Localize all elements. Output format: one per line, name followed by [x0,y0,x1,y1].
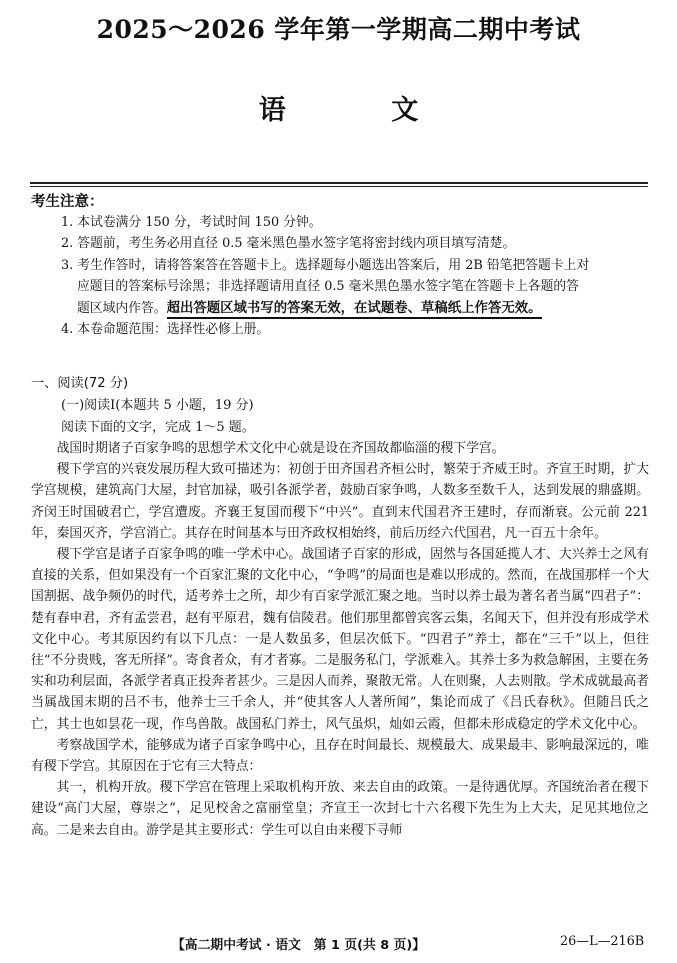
subject-title: 语 文 [258,95,467,126]
passage [31,438,649,841]
passage-paragraph-5: 其一，机构开放。稷下学宫在管理上采取机构开放、来去自由的政策。一是待遇优厚。齐国统治者在稷下建设“高门大屋，尊崇之”，足见校舍之富丽堂皇；齐宣王一次封七十六名稷下先生为上大夫，足见其地位之高。二是来去自由。游学是其主要形式：学生可以自由来稷下寻师 [31,780,649,838]
exam-title: 2025～2026 学年第一学期高二期中考试 [96,15,581,44]
notice-item-1: 1. 本试卷满分 150 分，考试时间 150 分钟。 [61,215,322,230]
page-footer [0,934,677,956]
passage-paragraph-1: 战国时期诸子百家争鸣的思想学术文化中心就是设在齐国故都临淄的稷下学宫。 [56,441,505,456]
passage-paragraph-4: 考察战国学术，能够成为诸子百家争鸣中心，且存在时间最长、规模最大、成果最丰、影响最深远的，唯有稷下学宫。其原因在于它有三大特点： [31,737,649,775]
subsection-heading: (一)阅读Ⅰ(本题共 5 小题，19 分) [61,398,254,413]
notice-item-3-cont2 [61,298,651,319]
header-divider-thin [30,186,648,187]
header-divider-thick [30,182,648,184]
passage-paragraph-3: 稷下学宫是诸子百家争鸣的唯一学术中心。战国诸子百家的形成，固然与各国延揽人才、大兴养士之风有直接的关系，但如果没有一个百家汇聚的文化中心，“争鸣”的局面也是难以形成的。然而，在战国那样一个大国割据、战争频仍的时代，适考养士之所，却少有百家学派汇聚之地。当时以养士最为著名者当属“四君子”：楚有春申君，齐有孟尝君，赵有平原君，魏有信陵君。他们那里都曾宾客云集，名闻天下，但并没有形成学术文化中心。考其原因约有以下几点：一是人数虽多，但层次低下。“四君子”养士，都在“三千”以上，但往往“不分贵贱，客无所择”。寄食者众，有才者寡。二是服务私门，学派难入。其养士多为救急解困，主要在务实和功利层面，各派学者真正投奔者甚少。三是因人而养，聚散无常。人在则聚，人去则散。学术成就最高者当属战国末期的吕不韦，他养士三千余人，并“使其客人人著所闻”，集论而成了《吕氏春秋》。但随吕氏之亡，其士也如昙花一现，作鸟兽散。战国私门养士，风气虽炽，灿如云霞，但都未形成稳定的学术文化中心。 [31,547,649,732]
footer-exam-code: 26—L—216B [560,934,645,949]
footer-page-info: 【高二期中考试 · 语文 第 1 页(共 8 页)】 [172,938,426,953]
notice-item-4: 4. 本卷命题范围：选择性必修上册。 [61,322,270,338]
notice-heading: 考生注意： [31,194,104,210]
notice-item-3: 3. 考生作答时，请将答案答在答题卡上。选择题每小题选出答案后，用 2B 铅笔把答题卡上对 [61,257,590,273]
notice-list [61,212,651,340]
notice-emphasis: 超出答题区域书写的答案无效，在试题卷、草稿纸上作答无效。 [167,301,542,319]
section-heading: 一、阅读(72 分) [31,376,129,391]
notice-item-3-cont: 应题目的答案标号涂黑；非选择题请用直径 0.5 毫米黑色墨水签字笔在答题卡上各题的答 [77,279,579,295]
instruction-text: 阅读下面的文字，完成 1～5 题。 [61,420,255,435]
notice-item-2: 2. 答题前，考生务必用直径 0.5 毫米黑色墨水签字笔将密封线内项目填写清楚。 [61,236,516,252]
notice-item-3-tail: 题区域内作答。 [77,300,167,316]
passage-paragraph-2: 稷下学宫的兴衰发展历程大致可描述为：初创于田齐国君齐桓公时，繁荣于齐威王时。齐宣王时期，扩大学宫规模，建筑高门大屋，封官加禄，吸引各派学者，鼓励百家争鸣，人数多至数千人，达到发展的鼎盛期。齐闵王时国破君亡，学宫遭废。齐襄王复国而稷下“中兴”。直到末代国君齐王建时，存而渐衰。公元前 221 年，秦国灭齐，学宫消亡。其存在时间基本与田齐政权相始终，前后历经六代国君，凡一百五十余年。 [31,462,649,541]
